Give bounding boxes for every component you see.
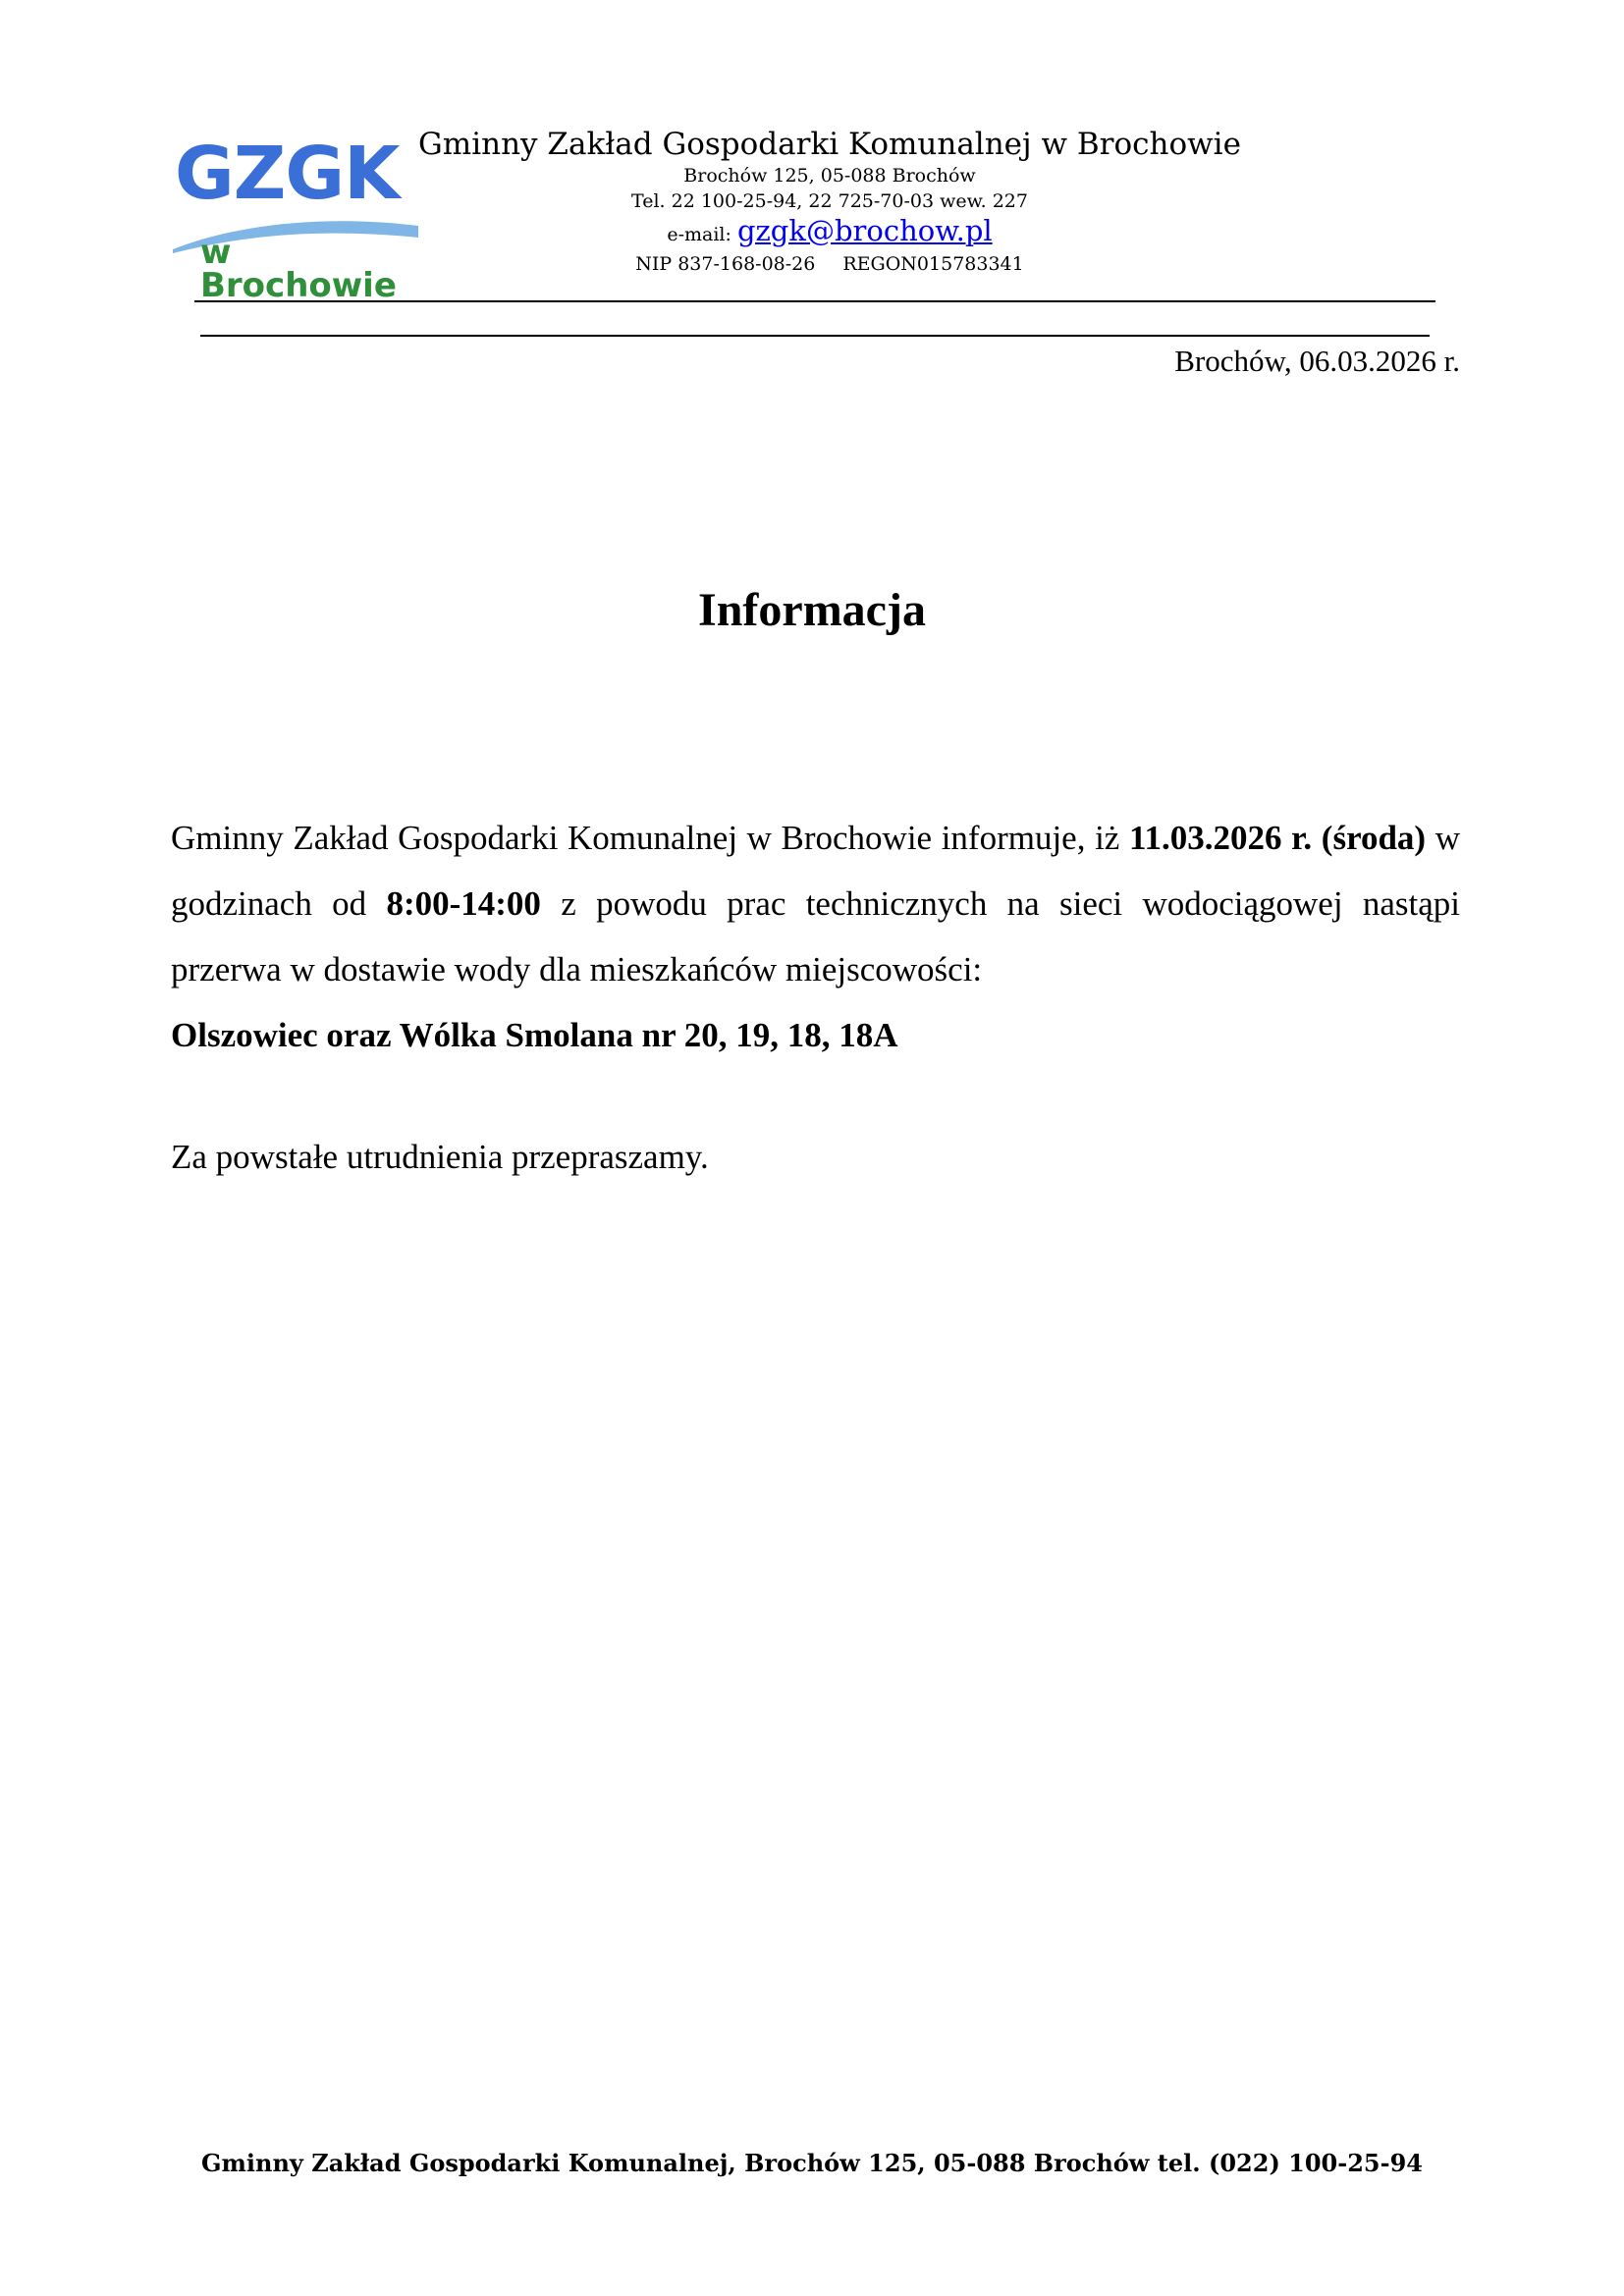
email-label: e-mail: (667, 224, 731, 245)
email-link[interactable]: gzgk@brochow.pl (736, 214, 993, 247)
letterhead-info (373, 126, 1286, 277)
header-divider-bottom (200, 335, 1430, 337)
org-regon: REGON015783341 (842, 253, 1024, 275)
closing-text: Za powstałe utrudnienia przepraszamy. (171, 1138, 709, 1176)
logo-main-text: GZGK (175, 132, 400, 216)
announcement-body (171, 805, 1460, 1068)
document-title: Informacja (698, 584, 926, 636)
logo-sub-text: w Brochowie (200, 233, 397, 305)
body-text-1: Gminny Zakład Gospodarki Komunalnej w Brochowie informuje, iż (171, 819, 1129, 857)
outage-date: 11.03.2026 r. (środa) (1128, 819, 1427, 857)
org-address: Brochów 125, 05-088 Brochów (683, 165, 976, 187)
document-date: Brochów, 06.03.2026 r. (1174, 344, 1460, 378)
org-registry (373, 251, 1286, 277)
outage-hours: 8:00-14:00 (386, 884, 541, 923)
org-email-line (373, 214, 1286, 251)
body-text-2: w godzinach od (171, 819, 1460, 923)
org-nip: NIP 837-168-08-26 (635, 253, 816, 275)
page-footer: Gminny Zakład Gospodarki Komunalnej, Brochów 125, 05-088 Brochów tel. (022) 100-25-94 (201, 2149, 1423, 2177)
affected-locations: Olszowiec oraz Wólka Smolana nr 20, 19, 18, 18A (171, 1016, 898, 1054)
header-divider-top (194, 300, 1435, 302)
org-phone: Tel. 22 100-25-94, 22 725-70-03 wew. 227 (631, 190, 1028, 212)
body-text-3: z powodu prac technicznych na sieci wodociągowej nastąpi przerwa w dostawie wody dla mieszkańców miejscowości: (171, 884, 1460, 988)
org-name: Gminny Zakład Gospodarki Komunalnej w Brochowie (418, 127, 1241, 162)
